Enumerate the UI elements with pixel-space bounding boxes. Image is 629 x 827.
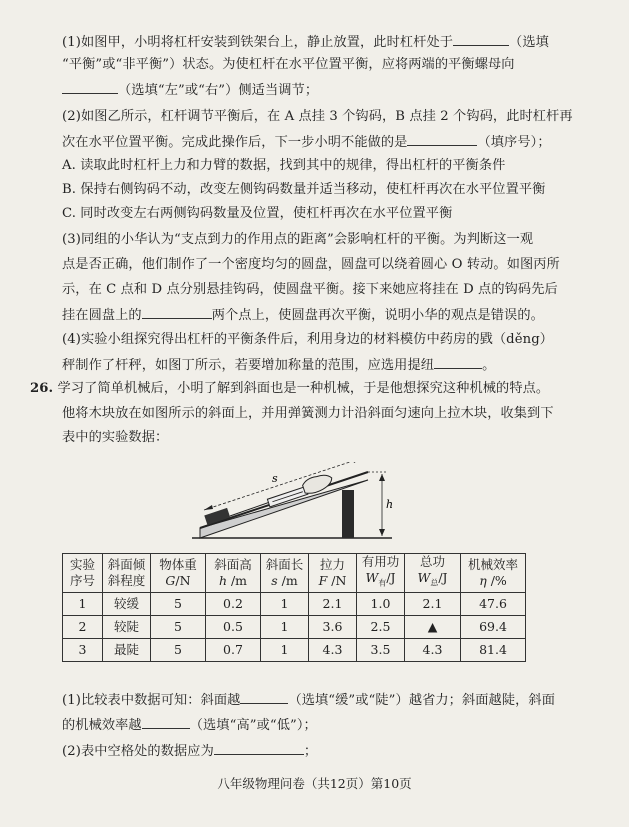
cell: 4.3 xyxy=(309,638,357,661)
q25-1-line2 xyxy=(62,56,515,74)
answer-blank-direction[interactable] xyxy=(62,80,118,94)
q25-3-line4 xyxy=(62,305,544,325)
cell: 2 xyxy=(63,615,103,638)
text: A. 读取此时杠杆上力和力臂的数据，找到其中的规律，得出杠杆的平衡条件 xyxy=(62,158,506,173)
q25-1-line1 xyxy=(62,32,549,52)
text: （填序号）； xyxy=(477,135,551,150)
cell: 5 xyxy=(151,592,206,615)
text: “平衡”或“非平衡”）状态。为使杠杆在水平位置平衡，应将两端的平衡螺母向 xyxy=(62,57,515,72)
page-footer: 八年级物理问卷（共12页）第10页 xyxy=(217,776,412,791)
q25-4-line2 xyxy=(62,355,495,375)
cell: 69.4 xyxy=(461,615,526,638)
s-arrow-right xyxy=(353,462,362,463)
table-row xyxy=(63,592,526,615)
cell: 47.6 xyxy=(461,592,526,615)
text: （选填“高”或“低”）； xyxy=(189,718,317,733)
h-label: h xyxy=(386,498,394,511)
text: 挂在圆盘上的 xyxy=(62,308,142,323)
text: （选填“缓”或“陡”）越省力；斜面越陡，斜面 xyxy=(288,693,555,708)
answer-blank-steepness[interactable] xyxy=(240,690,288,704)
h-arrow-bottom xyxy=(379,529,385,536)
cell: 4.3 xyxy=(405,638,461,661)
text: 表中的实验数据： xyxy=(62,430,169,445)
q25-4-line1 xyxy=(62,331,553,349)
text: (1)比较表中数据可知：斜面越 xyxy=(62,693,241,708)
missing-total-work-cell: ▲ xyxy=(405,615,461,638)
cell: 0.5 xyxy=(206,615,261,638)
answer-blank-efficiency[interactable] xyxy=(142,715,190,729)
header-cell: 拉力 F /N xyxy=(309,554,357,593)
header-cell: 物体重 G/N xyxy=(151,554,206,593)
answer-blank-points[interactable] xyxy=(142,305,212,319)
cell: 1 xyxy=(261,638,309,661)
cell: 1 xyxy=(261,615,309,638)
text: 的机械效率越 xyxy=(62,718,142,733)
table-row xyxy=(63,638,526,661)
option-a xyxy=(62,157,505,175)
cell: 2.1 xyxy=(405,592,461,615)
text: 点是否正确，他们制作了一个密度均匀的圆盘，圆盘可以绕着圆心 O 转动。如图丙所 xyxy=(62,257,560,272)
text: 他将木块放在如图所示的斜面上，并用弹簧测力计沿斜面匀速向上拉木块，收集到下 xyxy=(62,406,554,421)
text: （选填 xyxy=(509,35,549,50)
cell: 0.7 xyxy=(206,638,261,661)
text: (2)表中空格处的数据应为 xyxy=(62,744,214,759)
text: ； xyxy=(303,744,318,759)
header-cell: 实验 序号 xyxy=(63,554,103,593)
q25-3-line3 xyxy=(62,281,558,299)
cell: 3 xyxy=(63,638,103,661)
q25-3-line2 xyxy=(62,256,560,274)
q26-line1 xyxy=(30,380,549,398)
support-block xyxy=(342,490,354,538)
text: B. 保持右侧钩码不动，改变左侧钩码数量并适当移动，使杠杆再次在水平位置平衡 xyxy=(62,182,546,197)
cell: 1 xyxy=(63,592,103,615)
answer-blank-option[interactable] xyxy=(407,132,477,146)
cell: 81.4 xyxy=(461,638,526,661)
table-header-row xyxy=(63,554,526,593)
text: C. 同时改变左右两侧钩码数量及位置，使杠杆再次在水平位置平衡 xyxy=(62,206,453,221)
answer-blank-balance-state[interactable] xyxy=(453,32,509,46)
text: 两个点上，使圆盘再次平衡，说明小华的观点是错误的。 xyxy=(211,308,544,323)
cell: 较缓 xyxy=(103,592,151,615)
q25-1-line3 xyxy=(62,80,318,100)
text: (3)同组的小华认为“支点到力的作用点的距离”会影响杠杆的平衡。为判断这一观 xyxy=(62,232,534,247)
cell: 5 xyxy=(151,638,206,661)
experiment-data-table xyxy=(62,553,526,662)
text: （选填“左”或“右”）侧适当调节； xyxy=(118,83,319,98)
q25-2-line2 xyxy=(62,132,551,152)
header-cell: 有用功 $W_有/J$ xyxy=(357,554,405,593)
question-number: 26. xyxy=(30,381,54,396)
cell: 2.1 xyxy=(309,592,357,615)
cell: 较陡 xyxy=(103,615,151,638)
header-cell: 斜面倾 斜程度 xyxy=(103,554,151,593)
q26-line3 xyxy=(62,429,168,447)
text: 次在水平位置平衡。完成此操作后，下一步小明不能做的是 xyxy=(62,135,408,150)
cell: 1.0 xyxy=(357,592,405,615)
text: (1)如图甲，小明将杠杆安装到铁架台上，静止放置，此时杠杆处于 xyxy=(62,35,454,50)
q26-line2 xyxy=(62,405,554,423)
q25-3-line1 xyxy=(62,231,533,249)
header-cell: 斜面高 h /m xyxy=(206,554,261,593)
cell: 最陡 xyxy=(103,638,151,661)
q26-2-line1 xyxy=(62,741,317,761)
q26-1-line2 xyxy=(62,715,317,735)
table-row xyxy=(63,615,526,638)
option-c xyxy=(62,205,452,223)
option-b xyxy=(62,181,545,199)
q25-2-line1 xyxy=(62,108,573,126)
header-cell: 机械效率 η /% xyxy=(461,554,526,593)
text: 学习了简单机械后，小明了解到斜面也是一种机械，于是他想探究这种机械的特点。 xyxy=(57,381,550,396)
s-label: s xyxy=(272,472,278,485)
answer-blank-missing-value[interactable] xyxy=(214,741,304,755)
cell: 5 xyxy=(151,615,206,638)
cell: 0.2 xyxy=(206,592,261,615)
cell: 3.5 xyxy=(357,638,405,661)
s-arrow-left xyxy=(204,505,213,510)
cell: 3.6 xyxy=(309,615,357,638)
text: (4)实验小组探究得出杠杆的平衡条件后，利用身边的材料模仿中药房的戥（děng） xyxy=(62,332,554,347)
q26-1-line1 xyxy=(62,690,555,710)
text: 。 xyxy=(482,358,496,373)
incline-figure xyxy=(192,462,402,548)
cell: 2.5 xyxy=(357,615,405,638)
h-arrow-top xyxy=(379,474,385,481)
answer-blank-knob[interactable] xyxy=(434,355,482,369)
text: 示，在 C 点和 D 点分别悬挂钩码，使圆盘平衡。接下来她应将挂在 D 点的钩码先后 xyxy=(62,282,558,297)
text: 秤制作了杆秤，如图丁所示，若要增加称量的范围，应选用提纽 xyxy=(62,358,435,373)
text: (2)如图乙所示，杠杆调节平衡后，在 A 点挂 3 个钩码，B 点挂 2 个钩码，此时杠杆再 xyxy=(62,109,573,124)
header-cell: 斜面长 s /m xyxy=(261,554,309,593)
cell: 1 xyxy=(261,592,309,615)
header-cell: 总功 $W_总/J$ xyxy=(405,554,461,593)
